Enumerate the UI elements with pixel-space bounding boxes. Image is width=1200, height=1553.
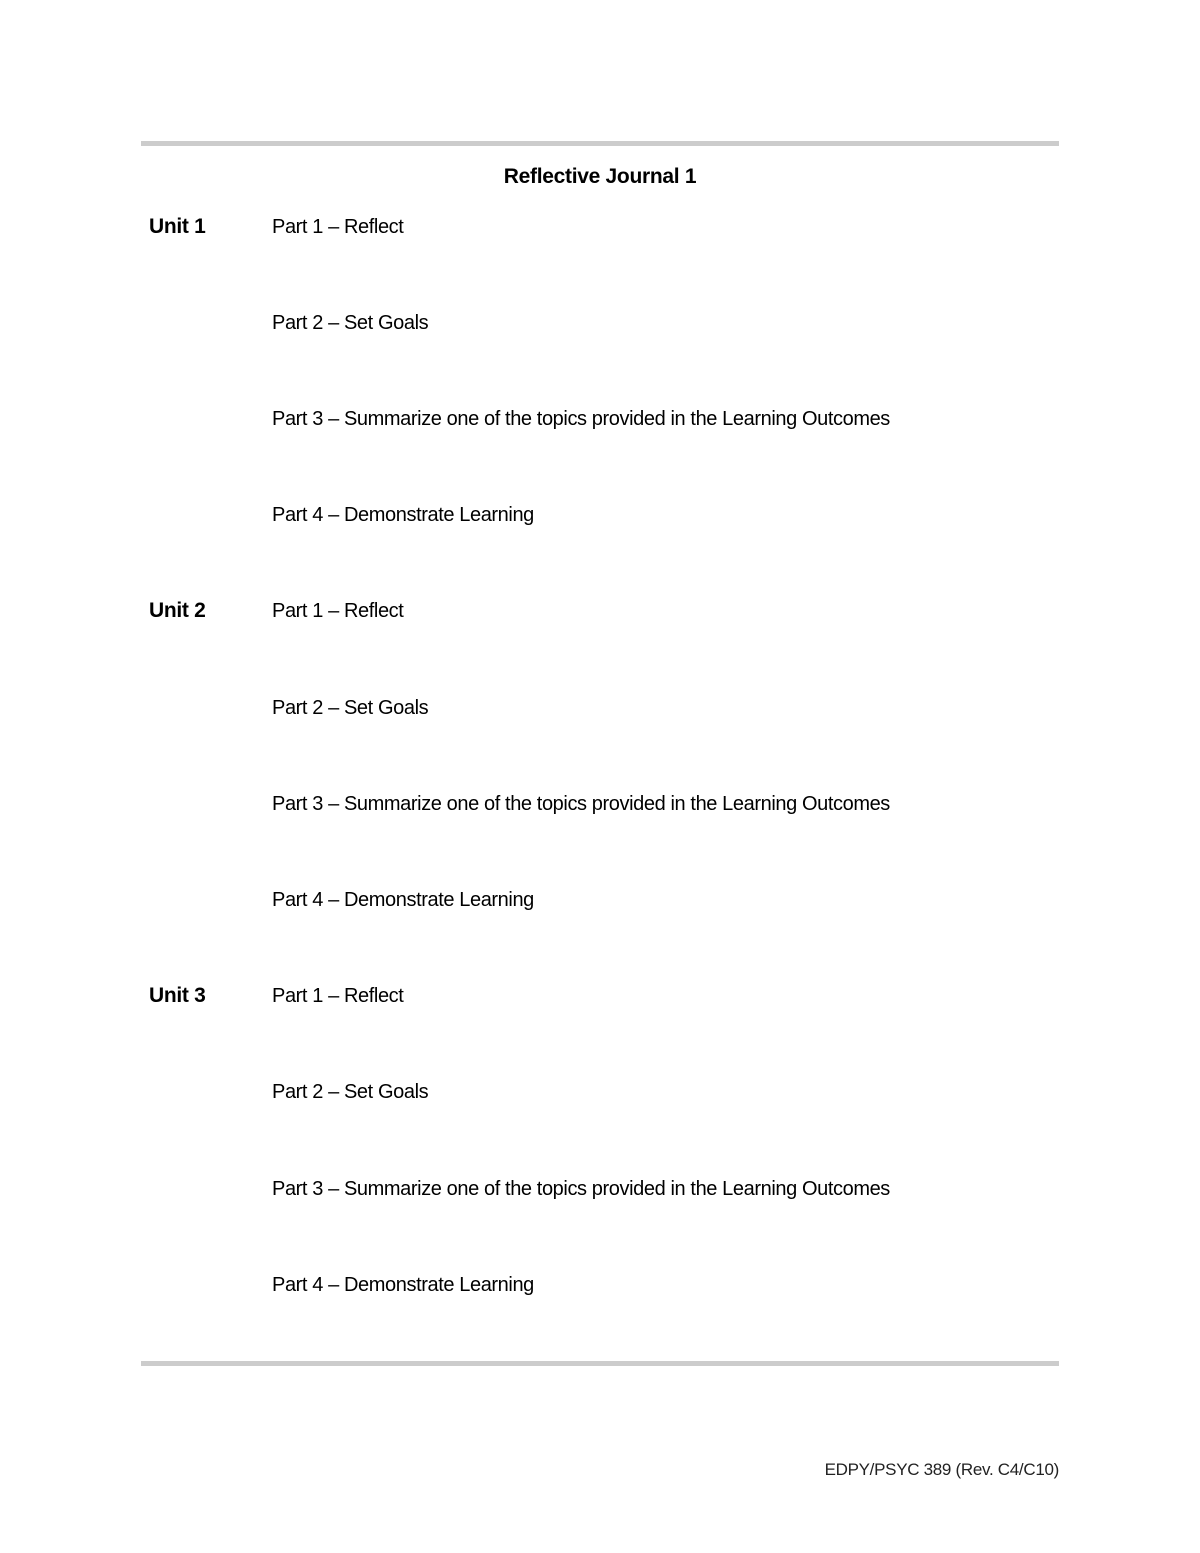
unit-2-part-4: Part 4 – Demonstrate Learning	[272, 889, 534, 911]
unit-2-part-1: Part 1 – Reflect	[272, 600, 404, 622]
unit-1-part-2: Part 2 – Set Goals	[272, 312, 429, 334]
unit-3-label: Unit 3	[149, 984, 206, 1007]
unit-3-part-4: Part 4 – Demonstrate Learning	[272, 1274, 534, 1296]
unit-1-part-1: Part 1 – Reflect	[272, 216, 404, 238]
bottom-divider	[141, 1361, 1059, 1366]
unit-2-part-3: Part 3 – Summarize one of the topics provided in the Learning Outcomes	[272, 793, 890, 815]
page-footer: EDPY/PSYC 389 (Rev. C4/C10)	[824, 1460, 1059, 1479]
page-title: Reflective Journal 1	[503, 165, 697, 188]
unit-3-part-1: Part 1 – Reflect	[272, 985, 404, 1007]
unit-1-part-3: Part 3 – Summarize one of the topics provided in the Learning Outcomes	[272, 408, 890, 430]
unit-2-part-2: Part 2 – Set Goals	[272, 697, 429, 719]
unit-3-part-2: Part 2 – Set Goals	[272, 1081, 429, 1103]
unit-1-label: Unit 1	[149, 215, 206, 238]
unit-3-part-3: Part 3 – Summarize one of the topics provided in the Learning Outcomes	[272, 1178, 890, 1200]
top-divider	[141, 141, 1059, 146]
unit-1-part-4: Part 4 – Demonstrate Learning	[272, 504, 534, 526]
unit-2-label: Unit 2	[149, 599, 206, 622]
